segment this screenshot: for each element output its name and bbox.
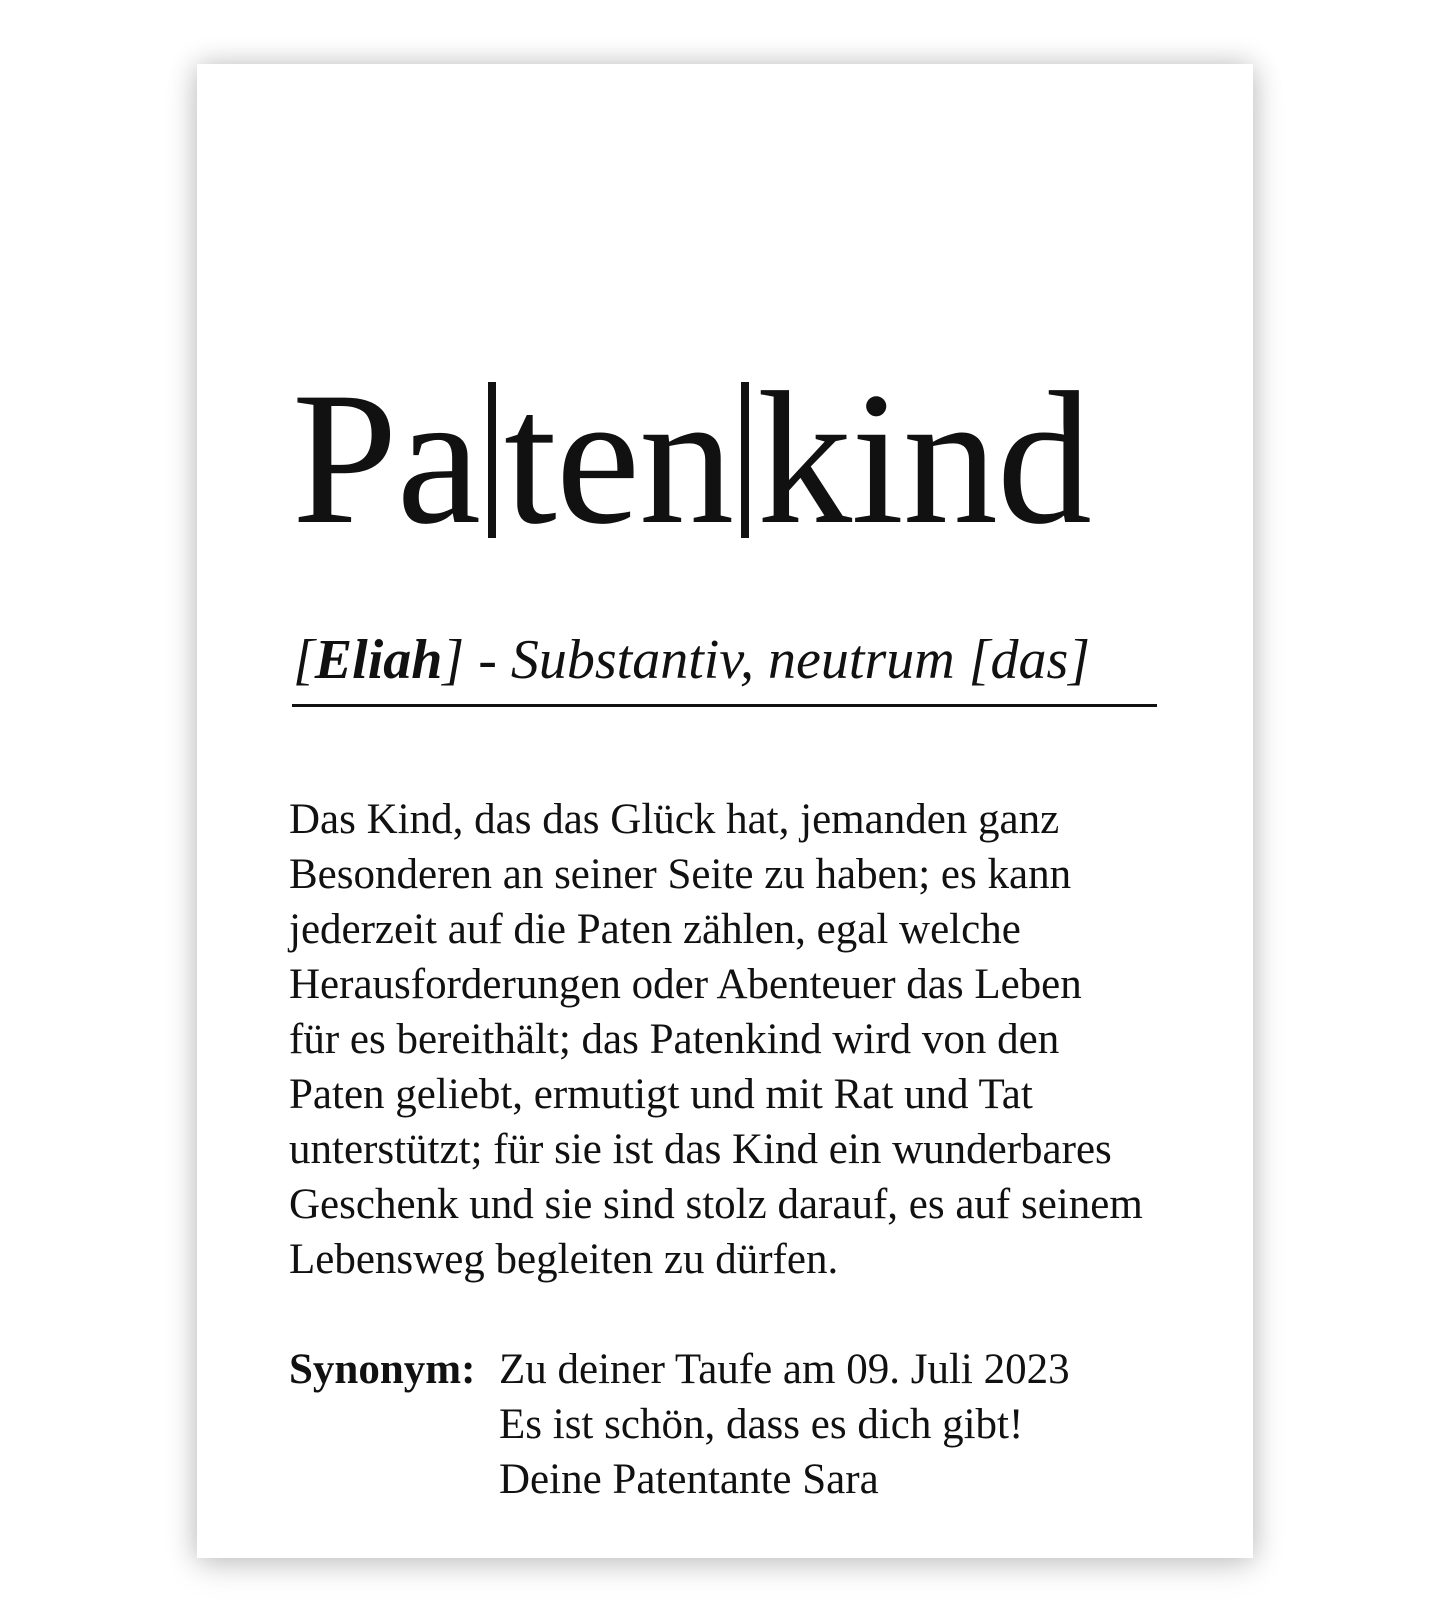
title-syllable-1: Pa bbox=[292, 354, 480, 564]
headword-open-bracket: [ bbox=[293, 629, 315, 691]
dedication-line: Zu deiner Taufe am 09. Juli 2023 bbox=[499, 1346, 1070, 1393]
definition-line: Geschenk und sie sind stolz darauf, es auf seinem bbox=[289, 1181, 1143, 1228]
poster-card bbox=[197, 64, 1253, 1558]
definition-line: jederzeit auf die Paten zählen, egal welche bbox=[289, 906, 1021, 953]
title-syllable-3: kind bbox=[757, 354, 1091, 564]
definition-line: Herausforderungen oder Abenteuer das Leben bbox=[289, 961, 1082, 1008]
poster-title bbox=[292, 354, 1091, 564]
word-class-line bbox=[293, 630, 1090, 692]
definition-line: Besonderen an seiner Seite zu haben; es kann bbox=[289, 851, 1072, 898]
definition-line: Lebensweg begleiten zu dürfen. bbox=[289, 1236, 839, 1283]
syllable-separator bbox=[488, 382, 496, 538]
child-name: Eliah bbox=[314, 629, 443, 691]
definition-text bbox=[289, 792, 1189, 1287]
word-class-text: ] - Substantiv, neutrum [das] bbox=[442, 629, 1091, 691]
dedication-line: Deine Patentante Sara bbox=[499, 1456, 879, 1503]
dedication-line: Es ist schön, dass es dich gibt! bbox=[499, 1401, 1024, 1448]
definition-line: unterstützt; für sie ist das Kind ein wunderbares bbox=[289, 1126, 1112, 1173]
dedication-text bbox=[499, 1342, 1070, 1507]
divider-line bbox=[292, 704, 1157, 707]
title-syllable-2: ten bbox=[504, 354, 734, 564]
definition-line: Paten geliebt, ermutigt und mit Rat und Tat bbox=[289, 1071, 1033, 1118]
synonym-label: Synonym: bbox=[289, 1346, 476, 1393]
definition-line: Das Kind, das das Glück hat, jemanden ganz bbox=[289, 796, 1060, 843]
syllable-separator bbox=[741, 382, 749, 538]
definition-line: für es bereithält; das Patenkind wird von den bbox=[289, 1016, 1060, 1063]
